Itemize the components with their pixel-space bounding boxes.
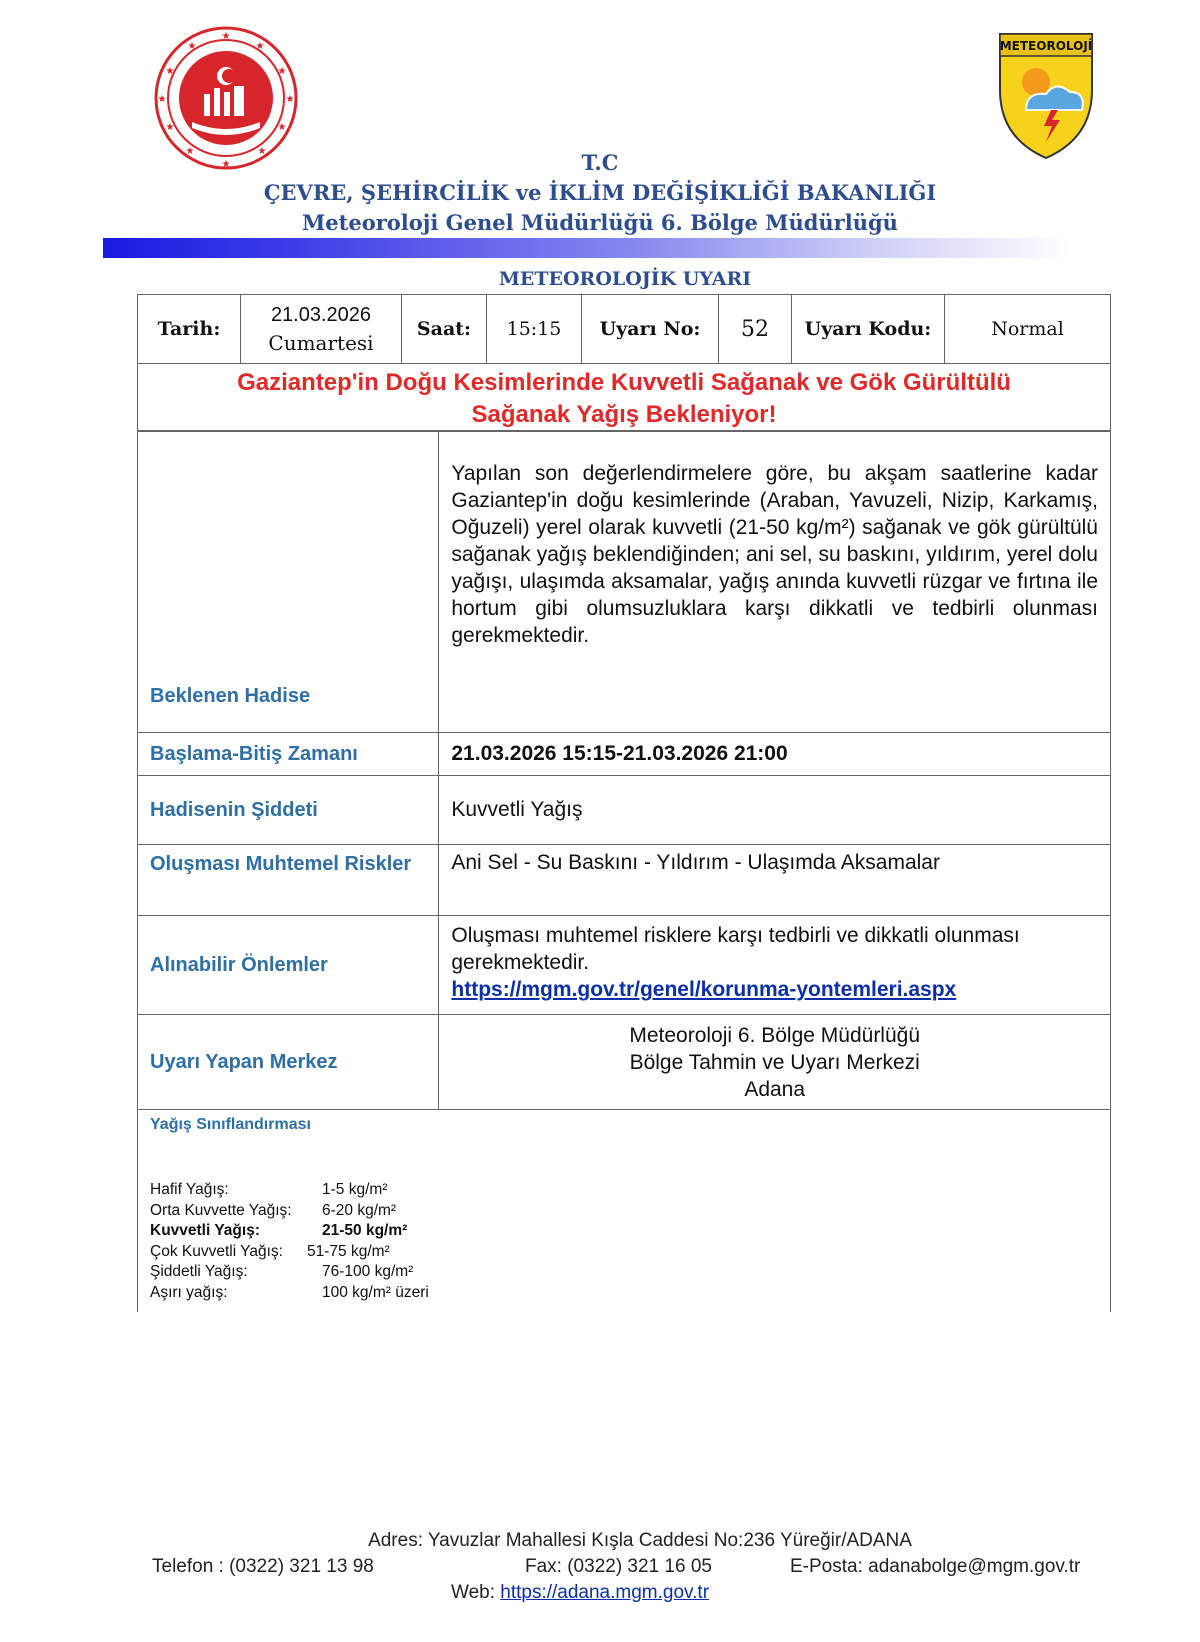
svg-text:★: ★ [255, 41, 265, 52]
precautions-link[interactable]: https://mgm.gov.tr/genel/korunma-yontemleri.aspx [451, 978, 957, 1001]
svg-text:★: ★ [221, 159, 231, 170]
row-severity [138, 776, 1111, 845]
row-precautions [138, 916, 1111, 1015]
expected-event-value: Yapılan son değerlendirmelere göre, bu akşam saatlerine kadar Gaziantep'in doğu kesimlerinde (Araban, Yavuzeli, Nizip, Karkamış, Oğuzeli) yerel olarak kuvvetli (21-50 kg/m²) sağanak ve gök gürültülü sağanak yağış beklendiğinden; ani sel, su baskını, yıldırım, yerel dolu yağışı, ulaşımda aksamalar, yağış anında kuvvetli rüzgar ve fırtına ile hortum gibi olumsuzluklara karşı dikkatli ve tedbirli olunması gerekmektedir. [439, 432, 1111, 733]
footer-fax: Fax: (0322) 321 16 05 [525, 1556, 712, 1577]
footer-web [0, 1582, 1180, 1604]
time-value: 15:15 [487, 295, 582, 364]
issuing-center-label: Uyarı Yapan Merkez [138, 1015, 439, 1110]
classification-name: Orta Kuvvette Yağış: [150, 1201, 292, 1219]
date-value [241, 295, 402, 364]
classification-name: Hafif Yağış: [150, 1181, 229, 1198]
issuing-center-line2: Bölge Tahmin ve Uyarı Merkezi [629, 1050, 920, 1074]
warning-no-label: Uyarı No: [582, 295, 719, 364]
warning-headline-line1: Gaziantep'in Doğu Kesimlerinde Kuvvetli Sağanak ve Gök Gürültülü [237, 369, 1011, 396]
warning-code-label: Uyarı Kodu: [792, 295, 945, 364]
warning-headline-box [137, 363, 1111, 431]
row-expected-event [138, 432, 1111, 733]
svg-text:★: ★ [257, 146, 267, 157]
svg-text:★: ★ [221, 31, 231, 42]
precautions-value [439, 916, 1111, 1015]
classification-amount: 76-100 kg/m² [322, 1263, 414, 1280]
classification-amount: 21-50 kg/m² [322, 1222, 408, 1239]
footer-phone: Telefon : (0322) 321 13 98 [152, 1556, 374, 1577]
severity-value: Kuvvetli Yağış [439, 776, 1111, 845]
svg-text:★: ★ [277, 122, 287, 133]
classification-title: Yağış Sınıflandırması [150, 1116, 311, 1133]
start-end-time-label: Başlama-Bitiş Zamanı [138, 733, 439, 776]
precautions-text: Oluşması muhtemel risklere karşı tedbirli ve dikkatli olunması gerekmektedir. [451, 924, 1020, 974]
classification-amount: 51-75 kg/m² [307, 1242, 390, 1260]
header-tc: T.C [581, 150, 619, 175]
start-end-time-value: 21.03.2026 15:15-21.03.2026 21:00 [439, 733, 1111, 776]
warning-info-table [137, 294, 1111, 364]
classification-amount: 1-5 kg/m² [322, 1181, 388, 1198]
footer-web-link[interactable]: https://adana.mgm.gov.tr [500, 1582, 710, 1603]
header-ministry: ÇEVRE, ŞEHİRCİLİK ve İKLİM DEĞİŞİKLİĞİ BAKANLIĞI [263, 180, 937, 205]
svg-text:★: ★ [165, 66, 175, 77]
precipitation-classification-box [137, 1072, 1111, 1312]
row-start-end-time [138, 733, 1111, 776]
svg-text:★: ★ [165, 122, 175, 133]
document-title: METEOROLOJİK UYARI [498, 268, 752, 290]
date-text: 21.03.2026 [270, 304, 372, 326]
warning-headline-line2: Sağanak Yağış Bekleniyor! [471, 401, 777, 428]
expected-event-label: Beklenen Hadise [138, 432, 439, 733]
classification-name: Kuvvetli Yağış: [150, 1222, 260, 1239]
classification-amount: 6-20 kg/m² [322, 1201, 397, 1219]
issuing-center-line3: Adana [744, 1077, 806, 1101]
header-gradient-bar [103, 238, 1073, 258]
svg-text:★: ★ [285, 94, 295, 105]
date-label: Tarih: [138, 295, 241, 364]
classification-name: Şiddetli Yağış: [150, 1263, 248, 1280]
classification-name: Aşırı yağış: [150, 1283, 228, 1301]
severity-label: Hadisenin Şiddeti [138, 776, 439, 845]
warning-code-value: Normal [945, 295, 1111, 364]
meteoroloji-shield-logo [996, 30, 1096, 162]
warning-no-value: 52 [719, 295, 792, 364]
row-risks [138, 845, 1111, 916]
issuing-center-line1: Meteoroloji 6. Bölge Müdürlüğü [629, 1023, 921, 1047]
meteoroloji-logo-text: METEOROLOJİ [999, 39, 1093, 53]
risks-value: Ani Sel - Su Baskını - Yıldırım - Ulaşımda Aksamalar [439, 845, 1111, 916]
classification-name: Çok Kuvvetli Yağış: [150, 1242, 283, 1260]
footer-address: Adres: Yavuzlar Mahallesi Kışla Caddesi No:236 Yüreğir/ADANA [368, 1530, 912, 1551]
risks-label: Oluşması Muhtemel Riskler [138, 845, 439, 916]
header-department: Meteoroloji Genel Müdürlüğü 6. Bölge Müdürlüğü [302, 210, 898, 235]
svg-text:★: ★ [157, 94, 167, 105]
time-label: Saat: [402, 295, 487, 364]
warning-details-table [137, 431, 1111, 1110]
footer-contact-row [0, 1556, 1200, 1580]
footer-web-label: Web: [450, 1582, 501, 1603]
svg-text:★: ★ [185, 146, 195, 157]
classification-amount: 100 kg/m² üzeri [322, 1283, 429, 1301]
footer-email: E-Posta: adanabolge@mgm.gov.tr [790, 1556, 1081, 1577]
svg-text:★: ★ [277, 66, 287, 77]
precautions-label: Alınabilir Önlemler [138, 916, 439, 1015]
svg-text:★: ★ [187, 41, 197, 52]
warning-headline [138, 363, 1110, 431]
day-text: Cumartesi [268, 331, 374, 355]
